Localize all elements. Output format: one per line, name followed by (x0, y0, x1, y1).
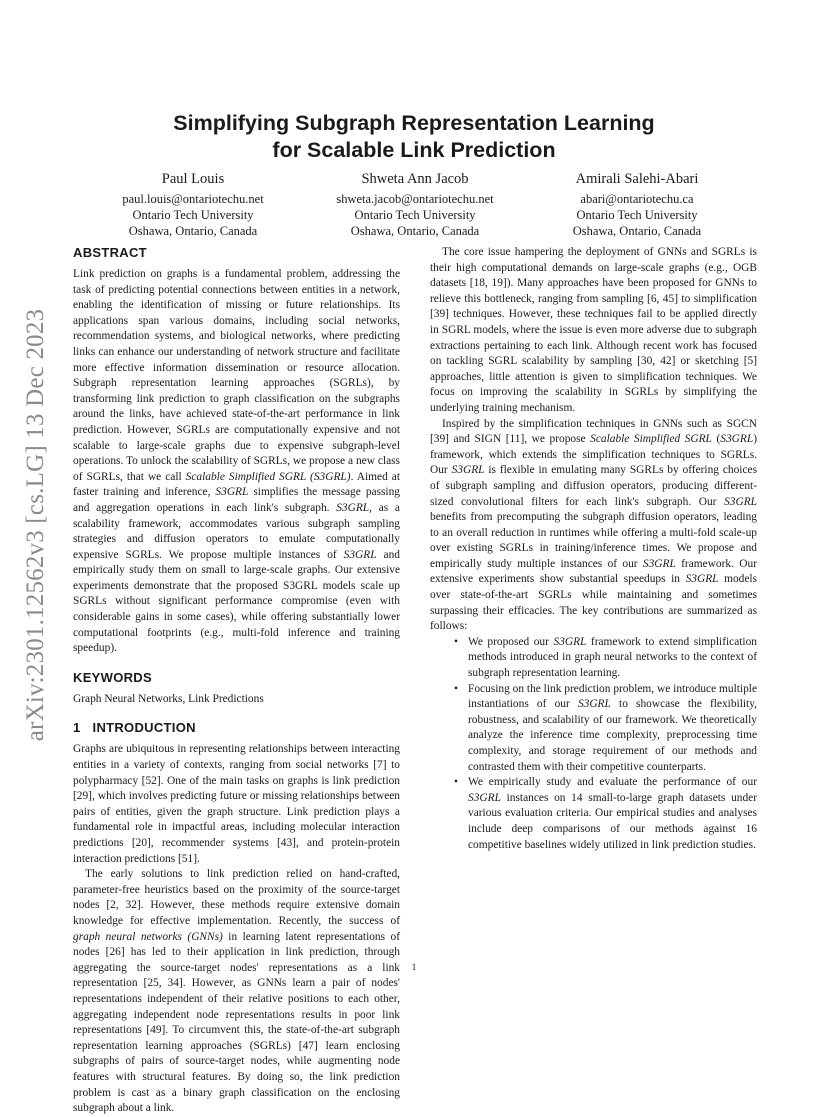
list-text: to showcase the flexibility, robustness, and scalability of our framework. We theoretically analyze the inference time complexity, preprocessing time complexity, and storage requirement of our methods and contrasted them with their competitive counterparts. (468, 698, 757, 773)
author-block-3 (522, 170, 752, 239)
abstract-emphasis: Scalable Simplified SGRL (S3GRL) (185, 470, 351, 483)
author-name: Amirali Salehi-Abari (575, 171, 699, 187)
intro-emphasis: S3GRL (451, 464, 485, 477)
list-emphasis: S3GRL (468, 791, 501, 804)
abstract-text: , as a scalability framework, accommodates various subgraph sampling strategies and diffusion operators to emulate computationally expensive SGRLs. We propose multiple instances of (73, 501, 400, 561)
paper-title (100, 110, 728, 164)
keywords-heading: KEYWORDS (73, 669, 152, 685)
contributions-list (430, 635, 757, 853)
abstract-text: simplifies the message passing and aggregation operations in each link's subgraph. (73, 486, 400, 514)
intro-paragraph-1: Graphs are ubiquitous in representing relationships between interacting entities in a variety of contexts, ranging from social networks [7] to polypharmacy [52]. One of the main tasks on graphs is link prediction [29], which involves predicting future or missing relationships between pairs of entities, given the graph structure. Link prediction plays a fundamental role in impactful areas, including molecular interaction predictions [20], recommender systems [43], and protein-protein interaction predictions [51]. (73, 743, 400, 865)
author-email: paul.louis@ontariotechu.net (122, 192, 264, 206)
intro-paragraph-2 (73, 867, 400, 1117)
abstract-emphasis: S3GRL (215, 486, 249, 499)
author-block-2 (300, 170, 530, 239)
intro-emphasis: S3GRL (685, 573, 719, 586)
paper-title-line-1: Simplifying Subgraph Representation Learning (173, 111, 655, 135)
author-location: Oshawa, Ontario, Canada (572, 224, 702, 238)
author-email: abari@ontariotechu.ca (580, 192, 694, 206)
intro-text: framework. Our extensive experiments show substantial speedups in (430, 557, 757, 586)
arxiv-identifier (14, 285, 58, 765)
introduction-heading (73, 720, 400, 736)
author-email: shweta.jacob@ontariotechu.net (336, 192, 494, 206)
list-text: We empirically study and evaluate the performance of our (468, 776, 757, 789)
right-column (430, 245, 757, 853)
author-location: Oshawa, Ontario, Canada (350, 224, 480, 238)
abstract-text: . Aimed at faster training and inference, (73, 470, 400, 499)
intro-text: is flexible in emulating many SGRLs by offering choices of subgraph sampling and diffusion operators, producing different-sized convolutional filters for each link's subgraph. Our (430, 464, 758, 508)
bullet-icon: • (454, 682, 458, 695)
page-number: 1 (411, 962, 417, 972)
abstract-emphasis: S3GRL (336, 501, 370, 514)
section-number: 1 (73, 720, 81, 736)
list-text: We proposed our (468, 635, 554, 648)
intro-emphasis: S3GRL (642, 557, 676, 570)
keywords-text: Graph Neural Networks, Link Predictions (73, 692, 264, 705)
author-name: Paul Louis (161, 171, 225, 187)
list-text: Focusing on the link prediction problem, we introduce multiple instantiations of our (468, 682, 757, 711)
bullet-icon: • (454, 776, 458, 789)
list-emphasis: S3GRL (577, 698, 611, 711)
intro-text: benefits from precomputing the subgraph diffusion operators, leading to an overall reduction in runtimes while offering a multi-fold scale-up over existing SGRLs in training/inference times. We propose and empirically study multiple instances of our (430, 511, 757, 570)
section-title: INTRODUCTION (92, 720, 196, 736)
intro-text: Inspired by the simplification techniques in GNNs such as SGCN [39] and SIGN [11], we propose (430, 417, 757, 446)
abstract-text: Link prediction on graphs is a fundamental problem, addressing the task of predicting potential connections between entities in a network, enabling the identification of missing or future relationships. Its applications span various domains, including social networks, recommendation systems, and biological networks, where predicting links can enhance our understanding of network structure and facilitate more effective information dissemination or resource allocation. Subgraph representation learning approaches (SGRLs), by transforming link prediction to graph classification on the subgraphs around the links, have achieved state-of-the-art performance in link prediction. However, SGRLs are computationally expensive and not scalable to large-scale graphs due to expensive subgraph-level operations. To unlock the scalability of SGRLs, we propose a new class of SGRLs, that we call (73, 268, 400, 483)
intro-emphasis: graph neural networks (GNNs) (73, 930, 223, 943)
paper-title-line-2: for Scalable Link Prediction (272, 138, 556, 162)
intro-paragraph-3: The core issue hampering the deployment of GNNs and SGRLs is their high computational demands on large-scale graphs (e.g., OGB datasets [18, 19]). Many approaches have been proposed for GNNs to relieve this bottleneck, ranging from sampling [6, 45] to simplification [39] techniques. However, these techniques fail to be applied directly in SGRL models, where the issue is even more adverse due to subgraph extractions pertaining to each link. Although recent work has focused on tackling SGRL scalability by sampling [30, 42] or sketching [5] approaches, little attention is given to simplification techniques. We focus on improving the scalability in SGRLs by simplifying the underlying training mechanism. (430, 246, 757, 414)
abstract-heading: ABSTRACT (73, 245, 147, 260)
author-location: Oshawa, Ontario, Canada (128, 224, 258, 238)
abstract-paragraph (73, 267, 400, 657)
bullet-icon: • (454, 635, 458, 648)
intro-text: ) framework, which extends the simplification techniques to SGRLs. Our (430, 433, 757, 477)
list-emphasis: S3GRL (553, 635, 587, 648)
intro-text: The early solutions to link prediction relied on hand-crafted, parameter-free heuristics based on the proximity of the source-target nodes [2, 32]. However, these methods require extensive domain knowledge for effective implementation. Recently, the success of (73, 868, 400, 927)
author-name: Shweta Ann Jacob (361, 171, 469, 187)
abstract-text: and empirically study them on small to large-scale graphs. Our extensive experiments demonstrate that the proposed S3GRL models scale up SGRLs without significant performance compromise (even with considerable gains in some cases), while offering substantially lower computational footprints (e.g., multi-fold inference and training speedup). (73, 548, 400, 655)
list-item (430, 682, 757, 776)
abstract-emphasis: S3GRL (343, 548, 377, 561)
intro-paragraph-4 (430, 417, 757, 635)
author-affiliation: Ontario Tech University (576, 208, 698, 222)
intro-text: in learning latent representations of nodes [26] has led to their application in link prediction, through aggregating the source-target nodes' representations as a link representation [25, 34]. However, as GNNs learn a pair of nodes' representations independent of their relative positions to each other, aggregating independent node representations results in poor link representations [49]. To circumvent this, the state-of-the-art subgraph representation learning approaches (SGRLs) [47] learn enclosing subgraphs of pairs of source-target nodes, while augmenting node features with structural features. By doing so, the link prediction problem is cast as a binary graph classification on the enclosing subgraph about a link. (73, 930, 400, 1115)
intro-emphasis: Scalable Simplified SGRL (590, 433, 712, 446)
list-text: framework to extend simplification methods introduced in graph neural networks to the context of subgraph representation learning. (468, 635, 757, 680)
author-affiliation: Ontario Tech University (354, 208, 476, 222)
list-text: instances on 14 small-to-large graph datasets under various evaluation criteria. Our empirical studies and analyses include deep comparisons of our methods against 16 competitive baselines widely utilized in link prediction studies. (468, 791, 757, 851)
intro-emphasis: S3GRL (720, 433, 754, 446)
arxiv-identifier-text: arXiv:2301.12562v3 [cs.LG] 13 Dec 2023 (22, 308, 49, 742)
list-item (430, 635, 757, 682)
left-column (73, 245, 400, 1117)
intro-text: ( (711, 433, 721, 446)
author-affiliation: Ontario Tech University (132, 208, 254, 222)
list-item (430, 775, 757, 853)
author-block-1 (78, 170, 308, 239)
intro-emphasis: S3GRL (724, 495, 757, 508)
intro-text: models over state-of-the-art SGRLs while maintaining and sometimes surpassing their efficacies. The key contributions are summarized as follows: (430, 573, 757, 633)
